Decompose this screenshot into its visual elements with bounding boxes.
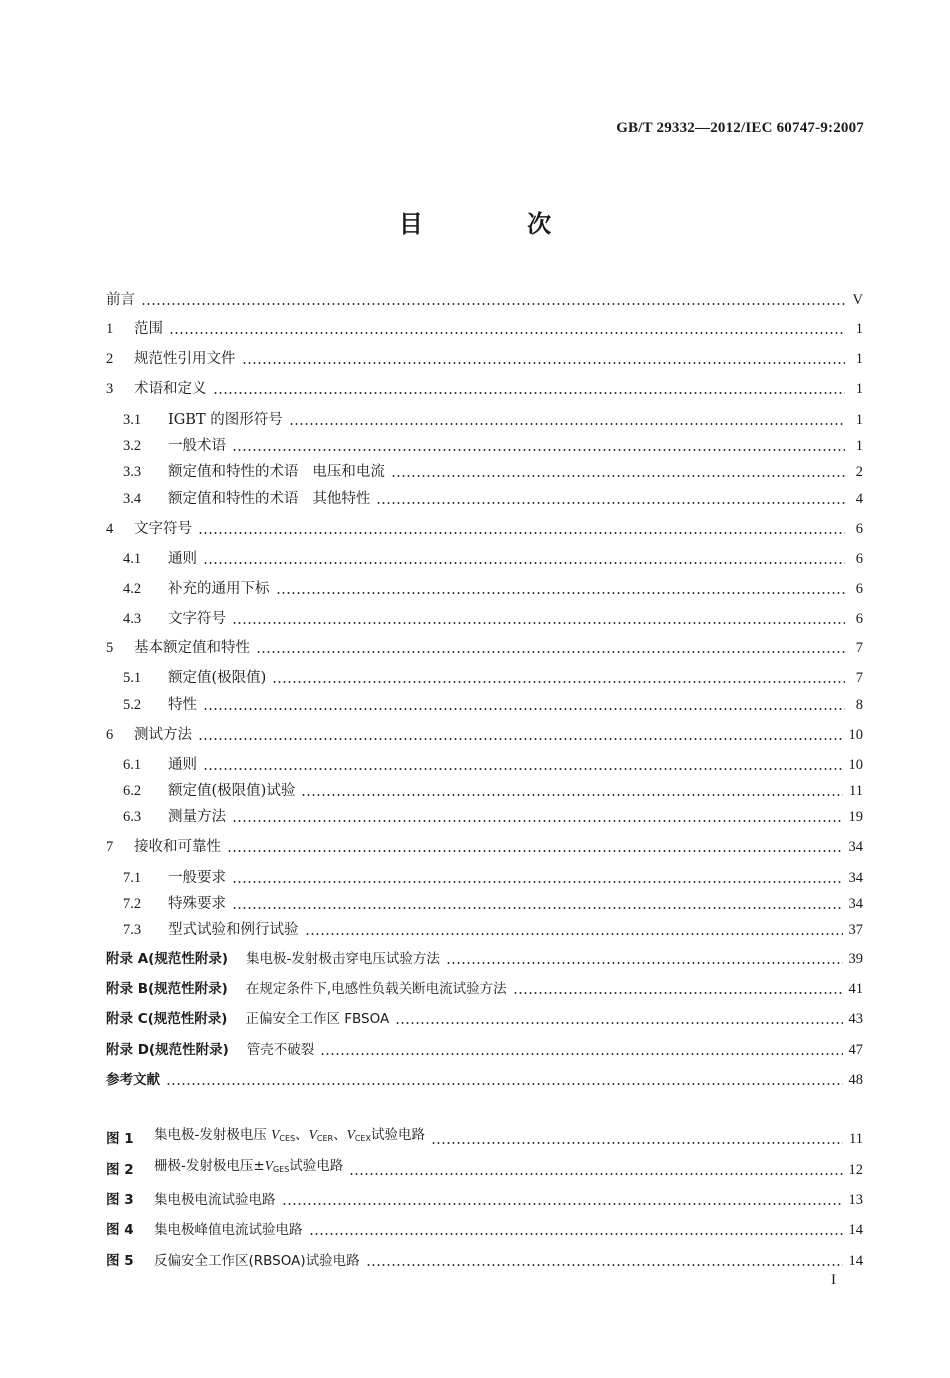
dot-leader <box>305 933 843 935</box>
figure-entry-1[interactable] <box>106 1124 863 1148</box>
symbol-v: V <box>271 1127 280 1142</box>
toc-title: 额定值和特性的术语 电压和电流 <box>168 464 385 480</box>
toc-entry-3-1[interactable] <box>123 405 863 429</box>
appendix-label: 附录 C(规范性附录) <box>106 1011 228 1027</box>
toc-entry-4-3[interactable] <box>123 604 863 628</box>
toc-num: 4.3 <box>123 611 142 627</box>
appendix-title: 管壳不破裂 <box>246 1042 315 1058</box>
toc-entry-appendix-a[interactable] <box>106 944 863 968</box>
toc-entry-2[interactable] <box>106 344 863 368</box>
symbol-v: V <box>346 1127 355 1142</box>
figure-entry-3[interactable] <box>106 1185 863 1209</box>
appendix-title: 集电极-发射极击穿电压试验方法 <box>246 951 440 967</box>
toc-page: 1 <box>855 351 863 367</box>
toc-page: 6 <box>855 581 863 597</box>
toc-num: 7 <box>106 839 114 855</box>
dot-leader <box>309 1233 843 1235</box>
toc-title: 文字符号 <box>134 521 192 537</box>
dot-leader <box>376 502 845 504</box>
toc-num: 6.1 <box>123 757 142 773</box>
dot-leader <box>349 1173 842 1175</box>
toc-page: 41 <box>848 981 863 997</box>
toc-page: 10 <box>848 757 863 773</box>
toc-title: 基本额定值和特性 <box>134 640 250 656</box>
symbol-v: V <box>308 1127 317 1142</box>
toc-page: 19 <box>848 809 863 825</box>
toc-page: 6 <box>855 611 863 627</box>
toc-page: V <box>852 292 863 308</box>
toc-entry-appendix-b[interactable] <box>106 974 863 998</box>
toc-num: 1 <box>106 321 114 337</box>
toc-title: 前言 <box>106 292 135 308</box>
dot-leader <box>366 1264 843 1266</box>
appendix-label: 附录 B(规范性附录) <box>106 981 228 997</box>
toc-num: 3.4 <box>123 491 142 507</box>
toc-entry-7-3[interactable] <box>123 915 863 939</box>
dot-leader <box>198 738 843 740</box>
toc-entry-4-2[interactable] <box>123 574 863 598</box>
toc-page: 8 <box>855 697 863 713</box>
toc-num: 3.3 <box>123 464 142 480</box>
toc-title: 一般要求 <box>168 870 226 886</box>
dot-leader <box>198 532 845 534</box>
appendix-label: 附录 A(规范性附录) <box>106 951 228 967</box>
dot-leader <box>203 708 845 710</box>
figure-title-text: 栅极-发射极电压± <box>154 1158 265 1174</box>
toc-title: 额定值和特性的术语 其他特性 <box>168 491 371 507</box>
figure-num: 图 2 <box>106 1162 134 1178</box>
standard-code: GB/T 29332—2012/IEC 60747-9:2007 <box>616 120 864 136</box>
toc-page: 4 <box>855 491 863 507</box>
subscript: GES <box>272 1165 290 1174</box>
figure-entry-2[interactable] <box>106 1155 863 1179</box>
dot-leader <box>289 423 845 425</box>
dot-leader <box>272 681 845 683</box>
dot-leader <box>213 392 846 394</box>
toc-page: 14 <box>848 1253 863 1269</box>
dot-leader <box>169 332 845 334</box>
toc-page: 1 <box>855 438 863 454</box>
toc-num: 7.2 <box>123 896 142 912</box>
toc-entry-5-1[interactable] <box>123 663 863 687</box>
dot-leader <box>242 362 846 364</box>
page-title: 目 次 <box>398 210 600 238</box>
figure-num: 图 4 <box>106 1222 134 1238</box>
dot-leader <box>203 768 843 770</box>
toc-entry-6-3[interactable] <box>123 802 863 826</box>
toc-page: 34 <box>848 870 863 886</box>
toc-page: 14 <box>848 1222 863 1238</box>
toc-num: 5.1 <box>123 670 142 686</box>
toc-entry-4[interactable] <box>106 514 863 538</box>
toc-page: 7 <box>855 640 863 656</box>
toc-title: 文字符号 <box>168 611 226 627</box>
toc-entry-7-2[interactable] <box>123 889 863 913</box>
toc-num: 6.2 <box>123 783 142 799</box>
toc-page: 12 <box>848 1162 863 1178</box>
toc-title: 特性 <box>168 697 197 713</box>
toc-title: 一般术语 <box>168 438 226 454</box>
toc-page: 7 <box>855 670 863 686</box>
toc-page: 1 <box>855 412 863 428</box>
figure-title <box>154 1157 343 1179</box>
toc-num: 3.1 <box>123 412 142 428</box>
dot-leader <box>232 622 845 624</box>
toc-entry-3-2[interactable] <box>123 431 863 455</box>
toc-page: 34 <box>848 839 863 855</box>
toc-page: 43 <box>848 1011 863 1027</box>
toc-page: 47 <box>848 1042 863 1058</box>
toc-num: 7.1 <box>123 870 142 886</box>
separator: 、 <box>295 1127 309 1143</box>
toc-title: 规范性引用文件 <box>134 351 236 367</box>
figure-title: 集电极峰值电流试验电路 <box>154 1222 303 1238</box>
dot-leader <box>232 820 843 822</box>
toc-title: IGBT 的图形符号 <box>168 412 283 428</box>
dot-leader <box>232 881 843 883</box>
toc-title: 接收和可靠性 <box>134 839 221 855</box>
toc-title: 额定值(极限值) <box>168 670 267 686</box>
toc-title: 测量方法 <box>168 809 226 825</box>
toc-num: 7.3 <box>123 922 142 938</box>
toc-entry-6-2[interactable] <box>123 776 863 800</box>
dot-leader <box>203 562 845 564</box>
toc-entry-1[interactable] <box>106 314 863 338</box>
figure-title-text: 集电极-发射极电压 <box>154 1127 272 1143</box>
subscript: CER <box>316 1134 334 1143</box>
subscript: CES <box>279 1134 296 1143</box>
toc-num: 3.2 <box>123 438 142 454</box>
figure-num: 图 1 <box>106 1131 134 1147</box>
appendix-title: 在规定条件下,电感性负载关断电流试验方法 <box>245 981 507 997</box>
toc-num: 6.3 <box>123 809 142 825</box>
figure-title: 集电极电流试验电路 <box>154 1192 276 1208</box>
dot-leader <box>232 449 845 451</box>
toc-page: 37 <box>848 922 863 938</box>
dot-leader <box>391 475 845 477</box>
figure-num: 图 3 <box>106 1192 134 1208</box>
dot-leader <box>320 1053 842 1055</box>
dot-leader <box>395 1022 842 1024</box>
dot-leader <box>431 1142 843 1144</box>
figure-title: 反偏安全工作区(RBSOA)试验电路 <box>154 1253 360 1269</box>
figure-num: 图 5 <box>106 1253 134 1269</box>
toc-title: 额定值(极限值)试验 <box>168 783 296 799</box>
toc-entry-4-1[interactable] <box>123 544 863 568</box>
dot-leader <box>227 850 843 852</box>
toc-entry-references[interactable] <box>106 1065 863 1089</box>
toc-title: 补充的通用下标 <box>168 581 270 597</box>
toc-title: 型式试验和例行试验 <box>168 922 299 938</box>
dot-leader <box>446 962 843 964</box>
toc-page: 6 <box>855 551 863 567</box>
toc-title: 术语和定义 <box>134 381 207 397</box>
figure-entry-4[interactable] <box>106 1215 863 1239</box>
toc-entry-3-3[interactable] <box>123 457 863 481</box>
dot-leader <box>301 794 843 796</box>
symbol-v: V <box>264 1158 273 1173</box>
toc-num: 4.1 <box>123 551 142 567</box>
figure-title-text: 试验电路 <box>370 1127 425 1143</box>
separator: 、 <box>333 1127 347 1143</box>
toc-title: 通则 <box>168 757 197 773</box>
appendix-title: 正偏安全工作区 FBSOA <box>245 1011 390 1027</box>
toc-page: 11 <box>849 1131 863 1147</box>
subscript: CEX <box>354 1134 371 1143</box>
appendix-label: 附录 D(规范性附录) <box>106 1042 229 1058</box>
dot-leader <box>276 592 846 594</box>
figure-title-text: 试验电路 <box>289 1158 344 1174</box>
toc-num: 5 <box>106 640 114 656</box>
toc-num: 6 <box>106 727 114 743</box>
toc-num: 2 <box>106 351 114 367</box>
figure-entry-5[interactable] <box>106 1246 863 1270</box>
dot-leader <box>256 651 845 653</box>
toc-title: 范围 <box>134 321 163 337</box>
toc-page: 13 <box>848 1192 863 1208</box>
dot-leader <box>141 303 845 305</box>
toc-entry-7[interactable] <box>106 832 863 856</box>
dot-leader <box>282 1203 843 1205</box>
toc-entry-3-4[interactable] <box>123 484 863 508</box>
toc-entry-6[interactable] <box>106 720 863 744</box>
toc-page: 34 <box>848 896 863 912</box>
toc-page: 10 <box>848 727 863 743</box>
toc-entry-5-2[interactable] <box>123 690 863 714</box>
toc-num: 4.2 <box>123 581 142 597</box>
toc-entry-3[interactable] <box>106 374 863 398</box>
toc-entry-appendix-c[interactable] <box>106 1004 863 1028</box>
toc-page: 1 <box>855 381 863 397</box>
toc-entry-appendix-d[interactable] <box>106 1035 863 1059</box>
toc-entry-7-1[interactable] <box>123 863 863 887</box>
toc-page: 11 <box>849 783 863 799</box>
figure-title <box>154 1126 425 1148</box>
toc-title: 特殊要求 <box>168 896 226 912</box>
toc-title: 测试方法 <box>134 727 192 743</box>
toc-page: 48 <box>848 1072 863 1088</box>
toc-entry-5[interactable] <box>106 633 863 657</box>
toc-num: 4 <box>106 521 114 537</box>
toc-title: 通则 <box>168 551 197 567</box>
toc-num: 5.2 <box>123 697 142 713</box>
toc-num: 3 <box>106 381 114 397</box>
toc-page: 39 <box>848 951 863 967</box>
dot-leader <box>166 1083 843 1085</box>
toc-page: 1 <box>855 321 863 337</box>
references-title: 参考文献 <box>106 1072 160 1088</box>
dot-leader <box>513 992 843 994</box>
toc-page: 2 <box>855 464 863 480</box>
toc-entry-6-1[interactable] <box>123 750 863 774</box>
toc-page: 6 <box>855 521 863 537</box>
page-number: I <box>831 1272 836 1288</box>
toc-entry-foreword[interactable] <box>106 285 863 309</box>
dot-leader <box>232 907 843 909</box>
